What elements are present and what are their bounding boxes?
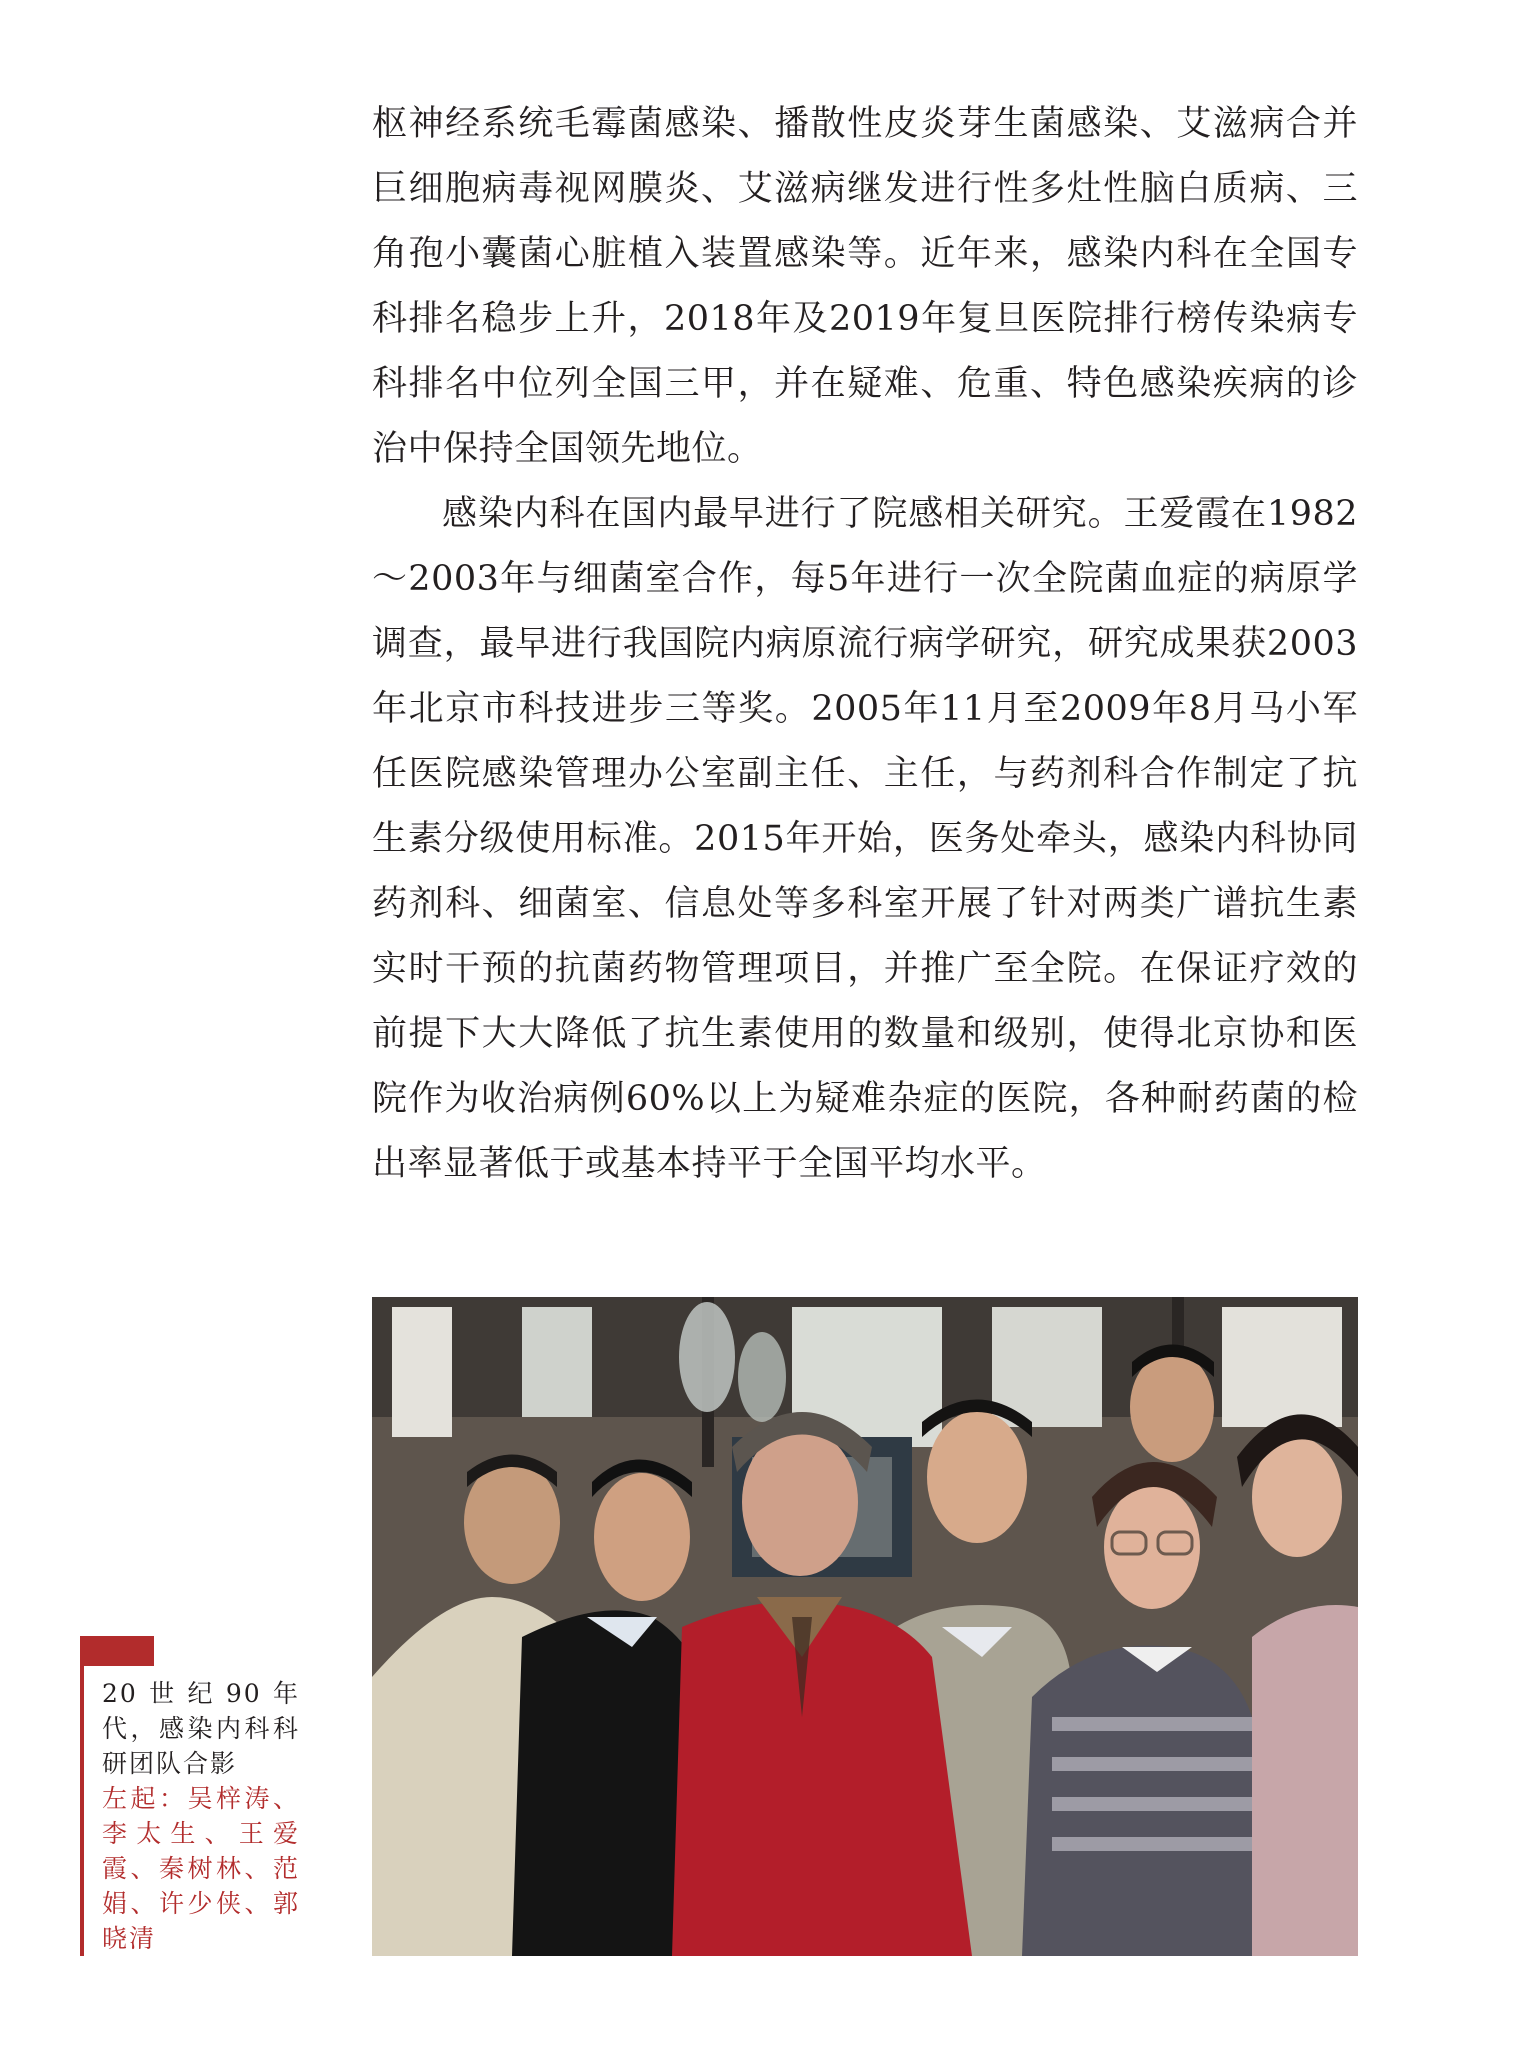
caption-marker bbox=[80, 1636, 154, 1666]
caption-title: 20世纪90年代，感染内科科研团队合影 bbox=[102, 1679, 300, 1778]
body-paragraph-2: 感染内科在国内最早进行了院感相关研究。王爱霞在1982～2003年与细菌室合作，每5年进行一次全院菌血症的病原学调查，最早进行我国院内病原流行病学研究，研究成果获2003年北京市科技进步三等奖。2005年11月至2009年8月马小军任医院感染管理办公室副主任、主任，与药剂科合作制定了抗生素分级使用标准。2015年开始，医务处牵头，感染内科协同药剂科、细菌室、信息处等多科室开展了针对两类广谱抗生素实时干预的抗菌药物管理项目，并推广至全院。在保证疗效的前提下大大降低了抗生素使用的数量和级别，使得北京协和医院作为收治病例60%以上为疑难杂症的医院，各种耐药菌的检出率显著低于或基本持平于全国平均水平。 bbox=[372, 494, 1358, 1184]
photo-caption bbox=[102, 1676, 300, 1956]
caption-rule bbox=[80, 1636, 84, 1956]
caption-names: 左起：吴梓涛、李太生、王爱霞、秦树林、范娟、许少侠、郭晓清 bbox=[102, 1784, 300, 1953]
body-text bbox=[372, 92, 1358, 1197]
team-group-photo bbox=[372, 1297, 1358, 1956]
body-paragraph-1: 枢神经系统毛霉菌感染、播散性皮炎芽生菌感染、艾滋病合并巨细胞病毒视网膜炎、艾滋病继发进行性多灶性脑白质病、三角孢小囊菌心脏植入装置感染等。近年来，感染内科在全国专科排名稳步上升，2018年及2019年复旦医院排行榜传染病专科排名中位列全国三甲，并在疑难、危重、特色感染疾病的诊治中保持全国领先地位。 bbox=[372, 104, 1358, 469]
team-photo-illustration bbox=[372, 1297, 1358, 1956]
